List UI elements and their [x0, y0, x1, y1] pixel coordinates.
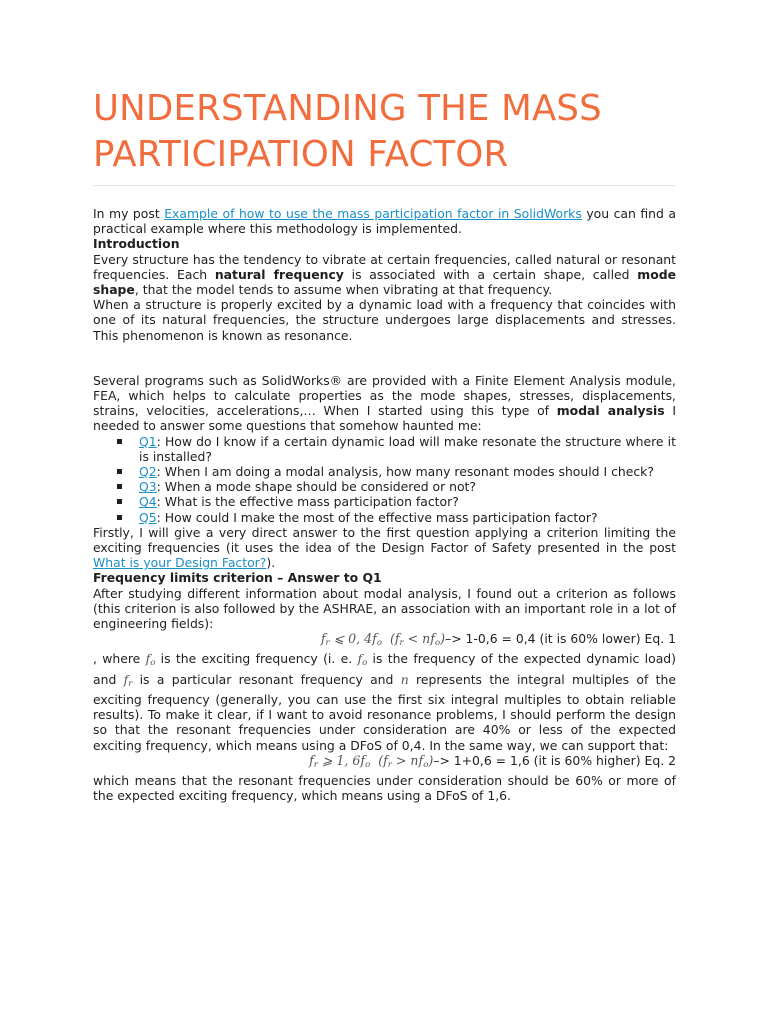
- question-text: : How do I know if a certain dynamic load will make resonate the structure where it is installed?: [139, 433, 676, 464]
- math-symbol: f: [309, 752, 314, 768]
- math-inline: [145, 651, 156, 669]
- criterion-heading-text: Frequency limits criterion – Answer to Q1: [93, 570, 382, 586]
- math-symbol: ⩽ 0, 4f: [329, 631, 377, 647]
- text-run: Several programs such as SolidWorks® are provided with a Finite Element Analysis module, FEA, which helps to calculate properties as the mode shapes, stresses, displacements, strains, velocities, accelerations,… When I started using this type of: [93, 372, 676, 419]
- text-run: represents the integral multiples of the exciting frequency (generally, you can use the first six integral multiples to obtain reliable results). To make it clear, if I want to avoid resonance problems, I should perform the design so that the resonant frequencies under consideration are 40% or less of the expected exciting frequency, which means using a DFoS of 0,4. In the same way, we can support that:: [93, 671, 677, 753]
- title-divider: [93, 185, 676, 186]
- math-symbol: (f: [389, 631, 400, 647]
- equation-2-text: –> 1+0,6 = 1,6 (it is 60% higher) Eq. 2: [433, 752, 676, 768]
- math-symbol: < nf: [403, 631, 435, 647]
- list-item: [139, 494, 676, 509]
- math-inline: [357, 651, 368, 669]
- natural-frequency-paragraph: [93, 252, 676, 298]
- math-symbol: ⩾ 1, 6f: [317, 752, 366, 768]
- math-symbol: ): [428, 752, 434, 768]
- article-body: [93, 206, 676, 803]
- equation-1: [93, 631, 676, 651]
- math-symbol: (f: [378, 752, 388, 768]
- introduction-heading-text: Introduction: [93, 236, 180, 252]
- modal-analysis-term: modal analysis: [556, 403, 665, 419]
- equation-2-formula: [309, 753, 433, 768]
- math-inline: n: [400, 671, 409, 687]
- text-run: Firstly, I will give a very direct answer to the first question applying a criterion limiting the exciting frequencies (it uses the idea of the Design Factor of Safety presented in the post: [93, 524, 676, 556]
- math-subscript: o: [365, 759, 371, 770]
- math-subscript: o: [423, 759, 429, 770]
- math-subscript: r: [387, 759, 392, 770]
- list-item: [139, 434, 676, 464]
- math-subscript: r: [128, 678, 133, 689]
- text-run: I needed to answer some questions that somehow haunted me:: [93, 403, 676, 434]
- q2-link[interactable]: Q2: [139, 464, 157, 480]
- math-symbol: f: [145, 651, 151, 667]
- text-run: Every structure has the tendency to vibrate at certain frequencies, called natural or resonant frequencies. Each: [93, 251, 676, 282]
- equation-1-formula: [320, 631, 446, 649]
- question-text: : What is the effective mass participation factor?: [156, 494, 459, 510]
- questions-list: [93, 434, 676, 525]
- text-run: is a particular resonant frequency and: [132, 671, 401, 687]
- math-symbol: f: [357, 651, 363, 667]
- solidworks-example-link[interactable]: Example of how to use the mass participation factor in SolidWorks: [164, 206, 582, 221]
- firstly-paragraph: [93, 525, 676, 571]
- math-symbol: f: [123, 671, 129, 687]
- criterion-paragraph: After studying different information about modal analysis, I found out a criterion as follows (this criterion is also followed by the ASHRAE, an association with an important role in a lot of engineering fields):: [93, 585, 676, 632]
- math-subscript: r: [313, 759, 318, 770]
- math-subscript: o: [150, 658, 156, 669]
- list-item: [139, 464, 676, 479]
- math-symbol: > nf: [391, 752, 424, 768]
- math-subscript: r: [325, 638, 330, 649]
- criterion-heading: [93, 570, 676, 585]
- text-run: ).: [266, 555, 276, 571]
- math-symbol: ): [440, 631, 446, 647]
- text-run: , that the model tends to assume when vibrating at that frequency.: [134, 282, 553, 298]
- page-title: UNDERSTANDING THE MASS PARTICIPATION FACTOR: [93, 88, 602, 175]
- text-run: is the exciting frequency (i. e.: [155, 651, 358, 667]
- intro-paragraph: [93, 206, 676, 236]
- intro-text-end: you can find a practical example where this methodology is implemented.: [93, 206, 676, 237]
- text-run: , where: [93, 651, 146, 667]
- list-item: [139, 510, 676, 525]
- list-item: [139, 479, 676, 494]
- resonance-paragraph: When a structure is properly excited by a dynamic load with a frequency that coincides with one of its natural frequencies, the structure undergoes large displacements and stresses. This phenomenon is known as resonance.: [93, 297, 676, 343]
- text-run: is the frequency of the expected dynamic load) and: [93, 651, 676, 687]
- math-symbol: f: [320, 631, 326, 647]
- closing-paragraph: which means that the resonant frequencies under consideration should be 60% or more of the expected exciting frequency, which means using a DFoS of 1,6.: [93, 772, 676, 804]
- math-inline: [124, 672, 133, 687]
- programs-paragraph: [93, 373, 676, 434]
- equation-2: [93, 753, 676, 773]
- equation-1-text: –> 1-0,6 = 0,4 (it is 60% lower) Eq. 1: [445, 631, 676, 647]
- design-factor-link[interactable]: What is your Design Factor?: [93, 555, 267, 571]
- introduction-heading: [93, 236, 676, 251]
- question-text: : How could I make the most of the effective mass participation factor?: [156, 509, 598, 525]
- q5-link[interactable]: Q5: [139, 509, 157, 525]
- q4-link[interactable]: Q4: [139, 494, 157, 510]
- q1-link[interactable]: Q1: [139, 433, 157, 449]
- math-subscript: r: [399, 638, 404, 649]
- where-paragraph: [93, 651, 676, 752]
- q3-link[interactable]: Q3: [139, 479, 157, 495]
- mode-shape-term: mode shape: [93, 266, 676, 298]
- spacer: [93, 343, 676, 373]
- question-text: : When I am doing a modal analysis, how many resonant modes should I check?: [156, 464, 654, 480]
- math-subscript: o: [434, 638, 441, 649]
- math-subscript: o: [362, 658, 368, 669]
- natural-frequency-term: natural frequency: [214, 266, 344, 282]
- intro-text: In my post: [93, 206, 165, 221]
- math-subscript: o: [376, 638, 382, 649]
- text-run: is associated with a certain shape, called: [343, 266, 638, 282]
- question-text: : When a mode shape should be considered or not?: [156, 479, 476, 495]
